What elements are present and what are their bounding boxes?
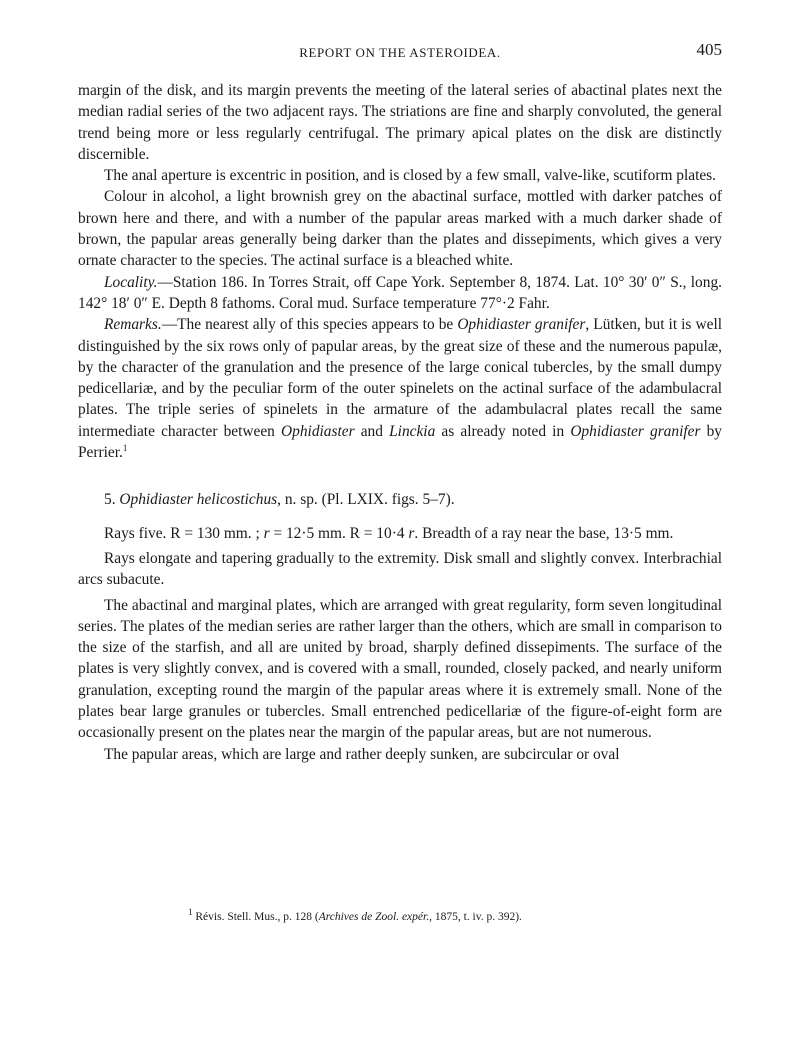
paragraph-continued: margin of the disk, and its margin prevents the meeting of the lateral series of abactinal plates next the median radial series of the two adjacent rays. The striations are fine and sharply convoluted, the general trend being more or less regularly centrifugal. The primary apical plates on the disk are distinctly discernible. — [78, 82, 722, 163]
remarks-text: as already noted in — [435, 422, 571, 440]
footnote-reference: 1 — [122, 442, 128, 453]
body-text — [78, 80, 722, 765]
paragraph-locality — [78, 272, 722, 315]
locality-label: Locality. — [104, 273, 158, 291]
remarks-label: Remarks. — [104, 316, 162, 334]
paragraph-rays-shape: Rays elongate and tapering gradually to the extremity. Disk small and slightly convex. Interbrachial arcs subacute. — [78, 549, 722, 589]
paragraph-papular-areas: The papular areas, which are large and rather deeply sunken, are subcircular or oval — [104, 745, 620, 763]
paragraph-rays — [78, 523, 722, 544]
remarks-text: , Lütken, but it is well distinguished by the six rows only of papular areas, by the great size of these and the numerous papulæ, by the character of the granulation and the presence of the large conical tubercles, by the small dumpy pedicellariæ, and by the peculiar form of the outer spinelets on the actinal surface of the adambulacral plates. The triple series of spinelets in the armature of the adambulacral plates recall the same intermediate character between — [78, 316, 722, 440]
rays-text: = 12·5 mm. R = 10·4 — [269, 524, 409, 542]
paragraph-remarks — [78, 314, 722, 463]
locality-text: —Station 186. In Torres Strait, off Cape York. September 8, 1874. Lat. 10° 30′ 0″ S., long. 142° 18′ 0″ E. Depth 8 fathoms. Coral mud. Surface temperature 77°·2 Fahr. — [78, 273, 722, 312]
remarks-text: —The nearest ally of this species appears to be — [161, 316, 458, 334]
species-name: Ophidiaster granifer — [570, 422, 701, 440]
rays-symbol: r — [263, 524, 270, 542]
species-title: Ophidiaster helicostichus — [119, 491, 278, 509]
footnote-text: Révis. Stell. Mus., p. 128 ( — [192, 911, 319, 923]
species-heading — [78, 489, 722, 510]
rays-symbol: r — [408, 524, 415, 542]
section-heading-rest: , n. sp. (Pl. LXIX. figs. 5–7). — [277, 491, 455, 509]
footnote-journal: Archives de Zool. expér. — [318, 911, 430, 923]
species-name: Ophidiaster granifer — [457, 316, 586, 334]
remarks-text: and — [354, 422, 390, 440]
running-title: REPORT ON THE ASTEROIDEA. — [299, 45, 501, 60]
paragraph-anal-aperture: The anal aperture is excentric in position, and is closed by a few small, valve-like, scutiform plates. — [104, 167, 717, 185]
rays-text: . Breadth of a ray near the base, 13·5 mm. — [414, 524, 674, 542]
rays-text: Rays five. R = 130 mm. ; — [104, 524, 264, 542]
remarks-text: by Perrier. — [78, 422, 722, 462]
genus-name: Linckia — [389, 422, 436, 440]
footnote-marker: 1 — [188, 907, 193, 918]
page-number: 405 — [696, 40, 722, 59]
section-number: 5. — [104, 491, 120, 509]
paragraph-colour: Colour in alcohol, a light brownish grey on the abactinal surface, mottled with darker patches of brown here and there, and with a number of the papular areas marked with a much darker shade of brown, the papular areas generally being darker than the plates and dissepiments, which gives a very ornate character to the species. The actinal surface is a bleached white. — [78, 188, 722, 270]
running-header — [78, 40, 722, 64]
paragraph-plates: The abactinal and marginal plates, which are arranged with great regularity, form seven longitudinal series. The plates of the median series are rather larger than the others, which are small in comparison to the size of the starfish, and all are united by broad, sharply defined dissepiments. The surface of the plates is very slightly convex, and is covered with a small, rounded, closely packed, and nearly uniform granulation, excepting round the margin of the papular areas where it is extremely small. None of the plates bear large granules or tubercles. Small entrenched pedicellariæ of the figure-of-eight form are occasionally present on the plates near the margin of the papular areas, but are not numerous. — [78, 596, 722, 742]
genus-name: Ophidiaster — [281, 422, 355, 440]
footnote-text: , 1875, t. iv. p. 392). — [429, 911, 522, 923]
footnote — [78, 907, 722, 923]
